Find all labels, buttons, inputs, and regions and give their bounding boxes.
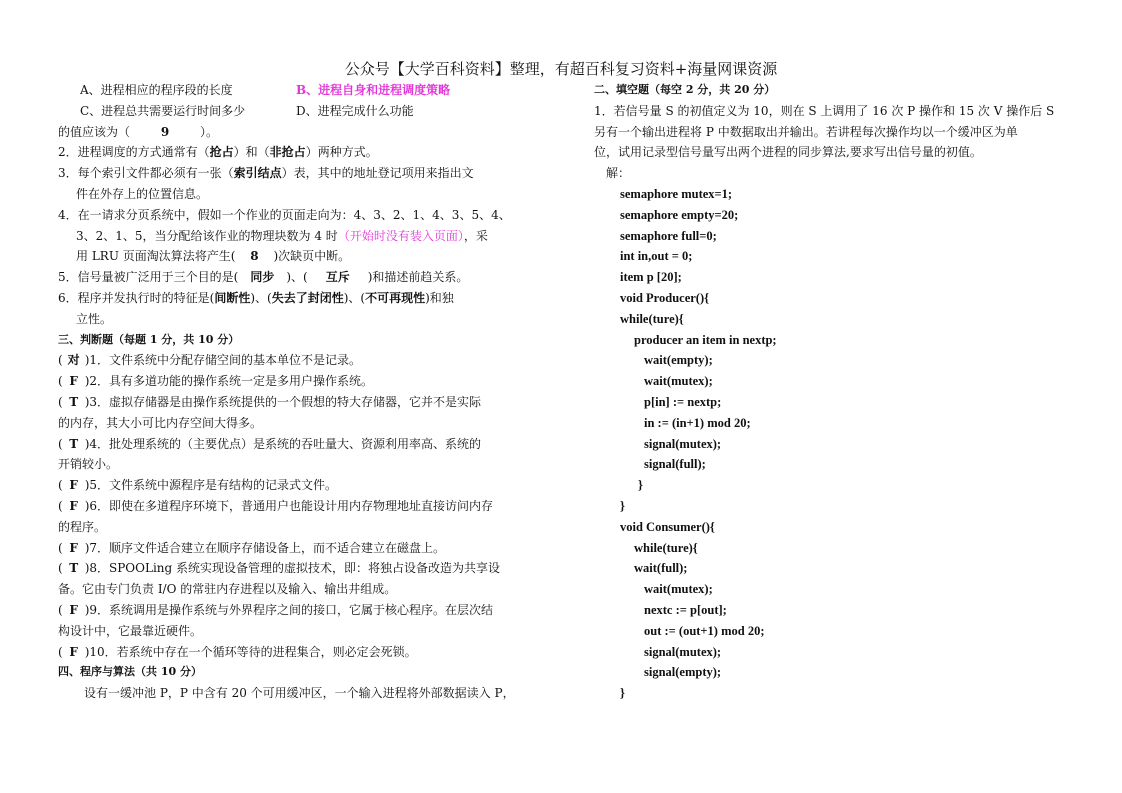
paren: ( xyxy=(58,561,63,576)
question-1-cont-2: 位，试用记录型信号量写出两个进程的同步算法,要求写出信号量的初值。 xyxy=(594,145,982,160)
text: ）。 xyxy=(200,124,219,139)
answer-line xyxy=(58,122,536,143)
tf-answer: F xyxy=(69,540,78,555)
tf-answer: F xyxy=(69,644,78,659)
tf-item xyxy=(58,371,536,392)
code-line: while(ture){ xyxy=(634,540,698,555)
tf-number: )6． xyxy=(84,498,110,513)
text: )和描述前趋关系。 xyxy=(367,270,469,285)
tf-answer: T xyxy=(69,394,79,409)
paren: ( xyxy=(58,478,63,493)
answer: 抢占 xyxy=(209,145,234,160)
solution-label: 解： xyxy=(606,166,631,181)
answer: 索引结点 xyxy=(233,166,282,181)
tf-answer: F xyxy=(69,478,78,493)
question-4-cont xyxy=(58,226,536,247)
code-line: in := (in+1) mod 20; xyxy=(644,415,751,430)
code-line: wait(mutex); xyxy=(644,374,713,389)
tf-text: 批处理系统的（主要优点）是系统的吞吐量大、资源利用率高、系统的 xyxy=(109,436,482,451)
answer: 失去了封闭性 xyxy=(271,290,344,305)
tf-item-cont: 构设计中，它最靠近硬件。 xyxy=(58,623,203,638)
text: 的值应该为（ xyxy=(58,124,131,139)
text: 5．信号量被广泛用于三个目的是( xyxy=(58,270,239,285)
code-line: signal(full); xyxy=(644,457,706,472)
text: ）表，其中的地址登记项用来指出文 xyxy=(281,166,474,181)
question-5 xyxy=(58,267,536,288)
text: )和独 xyxy=(425,290,454,305)
code-line: producer an item in nextp; xyxy=(634,332,777,347)
tf-answer: T xyxy=(69,436,79,451)
code-line: } xyxy=(620,498,625,513)
true-false-list xyxy=(58,350,536,662)
tf-answer: F xyxy=(69,498,78,513)
tf-number: )1． xyxy=(84,353,110,368)
tf-item xyxy=(58,642,536,663)
tf-text: SPOOLing 系统实现设备管理的虚拟技术，即：将独占设备改造为共享设 xyxy=(109,561,501,576)
text: 用 LRU 页面淘汰算法将产生( xyxy=(76,249,236,264)
tf-item xyxy=(58,558,536,579)
tf-answer: F xyxy=(69,602,78,617)
tf-item xyxy=(58,600,536,621)
question-3-cont: 件在外存上的位置信息。 xyxy=(76,186,209,201)
tf-text: 即使在多道程序环境下，普通用户也能设计用内存物理地址直接访问内存 xyxy=(109,498,494,513)
tf-number: )8． xyxy=(84,561,110,576)
paren: ( xyxy=(58,374,63,389)
answer: 间断性 xyxy=(214,290,251,305)
text: 3、2、1、5，当分配给该作业的物理块数为 4 时 xyxy=(76,228,338,243)
option-a: A、进程相应的程序段的长度 xyxy=(80,83,233,97)
code-line: semaphore empty=20; xyxy=(620,207,739,222)
question-4-cont-2 xyxy=(58,246,536,267)
question-6 xyxy=(58,288,536,309)
code-line: } xyxy=(638,478,643,493)
code-line: semaphore full=0; xyxy=(620,228,717,243)
section-3-heading: 三、判断题（每题 1 分，共 10 分） xyxy=(58,332,240,346)
answer: 8 xyxy=(250,249,259,264)
options-row-2 xyxy=(58,101,536,122)
question-6-cont: 立性。 xyxy=(76,311,113,326)
text: )、( xyxy=(286,270,308,285)
code-line: wait(empty); xyxy=(644,353,713,368)
code-line: item p [20]; xyxy=(620,270,682,285)
tf-text: 系统调用是操作系统与外界程序之间的接口，它属于核心程序。在层次结 xyxy=(109,602,494,617)
right-column xyxy=(594,80,1072,704)
tf-item xyxy=(58,475,536,496)
answer: 非抢占 xyxy=(269,145,306,160)
question-4: 4．在一请求分页系统中，假如一个作业的页面走向为：4、3、2、1、4、3、5、4、 xyxy=(58,207,511,222)
code-line: signal(mutex); xyxy=(644,436,722,451)
paren: ( xyxy=(58,540,63,555)
text: ）和（ xyxy=(233,145,270,160)
text: ，采 xyxy=(463,228,488,243)
text: ）两种方式。 xyxy=(305,145,378,160)
answer: 互斥 xyxy=(325,270,350,285)
tf-item xyxy=(58,350,536,371)
page-header: 公众号【大学百科资料】整理，有超百科复习资料+海量网课资源 xyxy=(344,60,778,78)
tf-number: )10． xyxy=(84,644,117,659)
code-block xyxy=(594,184,1072,704)
section-4-heading: 四、程序与算法（共 10 分） xyxy=(58,665,202,679)
code-line: void Consumer(){ xyxy=(620,519,715,534)
question-1: 1．若信号量 S 的初值定义为 10，则在 S 上调用了 16 次 P 操作和 15 次 V 操作后 S xyxy=(594,103,1055,118)
code-line: while(ture){ xyxy=(620,311,684,326)
paren: ( xyxy=(58,394,63,409)
text: )、( xyxy=(343,290,366,305)
text: 3．每个索引文件都必须有一张（ xyxy=(58,166,234,181)
section-2-heading: 二、填空题（每空 2 分，共 20 分） xyxy=(594,83,776,96)
answer: 9 xyxy=(160,124,170,139)
paren: ( xyxy=(58,498,63,513)
tf-item-cont: 的程序。 xyxy=(58,519,107,534)
tf-text: 若系统中存在一个循环等待的进程集合，则必定会死锁。 xyxy=(116,644,417,659)
question-2 xyxy=(58,142,536,163)
code-line: signal(empty); xyxy=(644,665,722,680)
code-line: signal(mutex); xyxy=(644,644,722,659)
text: )次缺页中断。 xyxy=(273,249,351,264)
code-line: wait(full); xyxy=(634,561,688,576)
left-column xyxy=(58,80,536,704)
algorithm-text: 设有一缓冲池 P，P 中含有 20 个可用缓冲区，一个输入进程将外部数据读入 P， xyxy=(84,686,515,701)
tf-number: )4． xyxy=(84,436,110,451)
tf-number: )2． xyxy=(84,374,110,389)
question-1-cont: 另有一个输出进程将 P 中数据取出并输出。若讲程每次操作均以一个缓冲区为单 xyxy=(594,124,1018,139)
code-line: int in,out = 0; xyxy=(620,249,693,264)
tf-text: 顺序文件适合建立在顺序存储设备上，而不适合建立在磁盘上。 xyxy=(109,540,446,555)
question-3 xyxy=(58,163,536,184)
tf-answer: F xyxy=(69,374,78,389)
option-d: D、进程完成什么功能 xyxy=(296,103,414,118)
paren: ( xyxy=(58,436,63,451)
tf-number: )3． xyxy=(84,394,110,409)
answer: 同步 xyxy=(250,270,275,285)
code-line: semaphore mutex=1; xyxy=(620,186,733,201)
tf-answer: 对 xyxy=(67,353,80,368)
note: （开始时没有装入页面） xyxy=(337,228,464,243)
tf-item xyxy=(58,496,536,517)
tf-text: 虚拟存储器是由操作系统提供的一个假想的特大存储器，它并不是实际 xyxy=(109,394,482,409)
tf-number: )7． xyxy=(84,540,110,555)
answer: 不可再现性 xyxy=(365,290,426,305)
tf-item xyxy=(58,538,536,559)
tf-text: 文件系统中源程序是有结构的记录式文件。 xyxy=(109,478,338,493)
tf-number: )5． xyxy=(84,478,110,493)
text: )、( xyxy=(250,290,272,305)
tf-answer: T xyxy=(69,561,79,576)
tf-item-cont: 开销较小。 xyxy=(58,457,119,472)
text: 2．进程调度的方式通常有（ xyxy=(58,145,210,160)
paren: ( xyxy=(58,602,63,617)
code-line: p[in] := nextp; xyxy=(644,394,722,409)
text: 6．程序并发执行时的特征是( xyxy=(58,290,215,305)
code-line: wait(mutex); xyxy=(644,582,713,597)
tf-item xyxy=(58,392,536,413)
code-line: out := (out+1) mod 20; xyxy=(644,623,765,638)
code-line: nextc := p[out]; xyxy=(644,602,727,617)
tf-text: 具有多道功能的操作系统一定是多用户操作系统。 xyxy=(109,374,374,389)
option-b: B、进程自身和进程调度策略 xyxy=(296,83,451,97)
code-line: void Producer(){ xyxy=(620,290,710,305)
tf-item-cont: 的内存，其大小可比内存空间大得多。 xyxy=(58,415,263,430)
tf-number: )9． xyxy=(84,602,110,617)
paren: ( xyxy=(58,644,63,659)
option-c: C、进程总共需要运行时间多少 xyxy=(80,103,246,118)
tf-item-cont: 备。它由专门负责 I/O 的常驻内存进程以及输入、输出井组成。 xyxy=(58,582,397,597)
tf-item xyxy=(58,434,536,455)
paren: ( xyxy=(58,353,63,368)
options-row-1 xyxy=(58,80,536,101)
code-line: } xyxy=(620,686,625,701)
tf-text: 文件系统中分配存储空间的基本单位不是记录。 xyxy=(109,353,362,368)
